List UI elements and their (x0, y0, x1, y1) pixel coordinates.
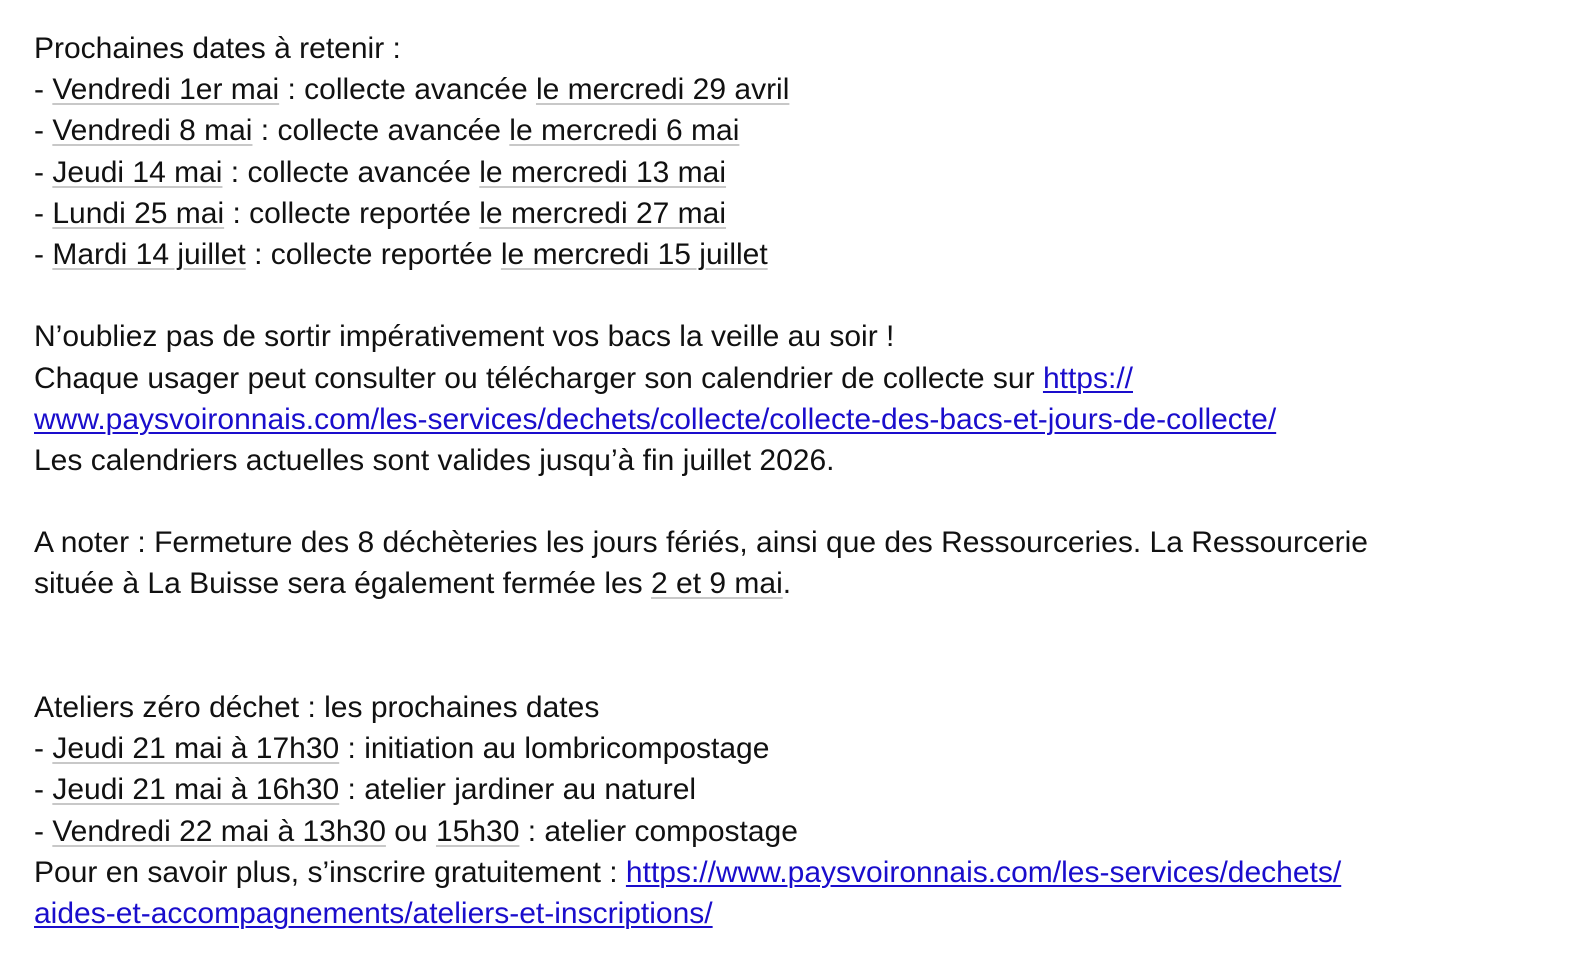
new-collection-date[interactable]: le mercredi 29 avril (535, 73, 790, 107)
date-item (34, 110, 1574, 151)
holiday-date[interactable]: Vendredi 1er mai (52, 73, 280, 107)
paragraph-spacer (34, 481, 1574, 522)
calendar-info-text: Chaque usager peut consulter ou télécharger son calendrier de collecte sur (34, 361, 1043, 395)
section-spacer (34, 605, 1574, 687)
date-item (34, 152, 1574, 193)
closure-note-continued (34, 563, 1574, 604)
workshop-datetime[interactable]: Jeudi 21 mai à 17h30 (52, 732, 340, 766)
document-body (34, 28, 1574, 934)
workshop-title: : atelier jardiner au naturel (339, 773, 697, 807)
list-dash: - (34, 73, 53, 107)
collection-change-text: : collecte avancée (222, 155, 480, 189)
new-collection-date[interactable]: le mercredi 15 juillet (500, 237, 768, 271)
list-dash: - (34, 155, 53, 189)
holiday-date[interactable]: Jeudi 14 mai (52, 155, 223, 189)
workshops-link-start[interactable]: https://www.paysvoironnais.com/les-services/dechets/ (625, 855, 1342, 889)
collection-change-text: : collecte reportée (224, 196, 480, 230)
list-dash: - (34, 237, 53, 271)
date-item (34, 234, 1574, 275)
bins-reminder: N’oubliez pas de sortir impérativement vos bacs la veille au soir ! (34, 320, 895, 354)
dates-heading: Prochaines dates à retenir : (34, 32, 401, 65)
holiday-date[interactable]: Lundi 25 mai (52, 196, 225, 230)
new-collection-date[interactable]: le mercredi 27 mai (479, 196, 727, 230)
workshop-datetime[interactable]: Jeudi 21 mai à 16h30 (52, 773, 340, 807)
new-collection-date[interactable]: le mercredi 13 mai (479, 155, 727, 189)
collection-change-text: : collecte avancée (252, 114, 510, 148)
calendar-link[interactable]: www.paysvoironnais.com/les-services/dechets/collecte/collecte-des-bacs-et-jours-de-collecte/ (34, 402, 1277, 436)
collection-change-text: : collecte avancée (279, 73, 536, 107)
workshop-title: : atelier compostage (519, 814, 798, 848)
workshops-link[interactable]: aides-et-accompagnements/ateliers-et-inscriptions/ (34, 896, 713, 930)
workshop-time-alt[interactable]: 15h30 (435, 814, 520, 848)
list-dash: - (34, 196, 53, 230)
calendar-link-line (34, 399, 1574, 440)
signup-text: Pour en savoir plus, s’inscrire gratuitement : (34, 855, 626, 889)
closure-period: . (782, 567, 792, 601)
new-collection-date[interactable]: le mercredi 6 mai (509, 114, 740, 148)
workshop-title: : initiation au lombricompostage (339, 732, 770, 766)
signup-line (34, 852, 1574, 893)
holiday-date[interactable]: Mardi 14 juillet (52, 237, 246, 271)
collection-change-text: : collecte reportée (245, 237, 501, 271)
list-dash: - (34, 814, 53, 848)
holiday-date[interactable]: Vendredi 8 mai (52, 114, 253, 148)
signup-link-line (34, 893, 1574, 934)
list-dash: - (34, 773, 53, 807)
paragraph-spacer (34, 275, 1574, 316)
workshop-item (34, 811, 1574, 852)
closure-note: A noter : Fermeture des 8 déchèteries les jours fériés, ainsi que des Ressourceries. La Ressourcerie (34, 526, 1368, 560)
list-dash: - (34, 732, 53, 766)
workshop-item (34, 728, 1574, 769)
workshop-or-text: ou (385, 814, 436, 848)
list-dash: - (34, 114, 53, 148)
closure-dates[interactable]: 2 et 9 mai (651, 567, 783, 601)
workshops-heading: Ateliers zéro déchet : les prochaines dates (34, 691, 600, 725)
workshop-item (34, 769, 1574, 810)
calendar-info-line (34, 358, 1574, 399)
workshop-datetime[interactable]: Vendredi 22 mai à 13h30 (52, 814, 386, 848)
calendar-link-start[interactable]: https:// (1042, 361, 1133, 395)
date-item (34, 69, 1574, 110)
date-item (34, 193, 1574, 234)
closure-text: située à La Buisse sera également fermée les (34, 567, 652, 601)
calendar-validity: Les calendriers actuelles sont valides jusqu’à fin juillet 2026. (34, 443, 835, 477)
